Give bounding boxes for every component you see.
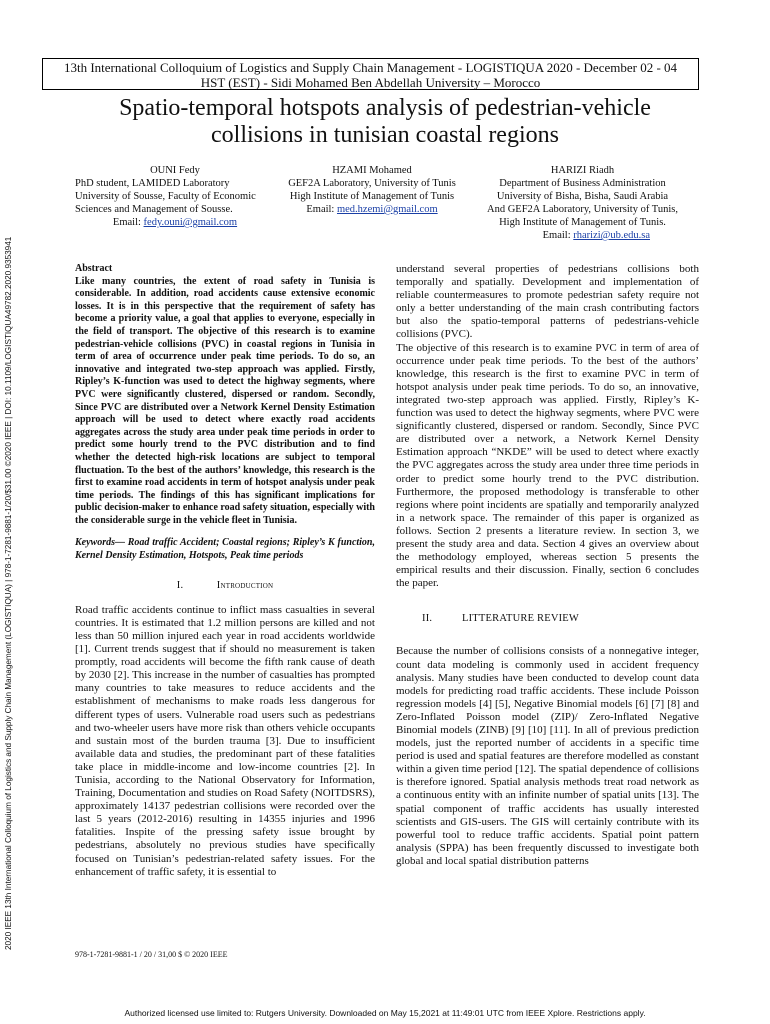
author-affiliation: High Institute of Management of Tunis. [499, 217, 666, 228]
conference-line-1: 13th International Colloquium of Logistics and Supply Chain Management - LOGISTIQUA 2020 - December 02 - 04 [63, 60, 678, 75]
author-email-link[interactable]: rharizi@ub.edu.sa [573, 230, 650, 241]
keywords: Keywords— Road traffic Accident; Coastal regions; Ripley’s K function, Kernel Density Estimation, Hotspots, Peak time periods [75, 537, 375, 562]
author-affiliation: And GEF2A Laboratory, University of Tunis, [487, 204, 678, 215]
email-label: Email: [112, 217, 144, 228]
author-affiliation: High Institute of Management of Tunis [289, 191, 455, 202]
intro-continuation-paragraph: understand several properties of pedestrians collisions both temporally and spatially. Development and implementation of reliable countermeasures to promote pedestrian safety require not only a better understanding of the main crash contributing factors but also the spatio-temporal patterns of pedestrians-vehicle collisions (PVC). [396, 263, 699, 341]
abstract-text: Like many countries, the extent of road safety in Tunisia is considerable. In addition, road accidents cause extensive economic losses. It is in this perspective that the requirement of safety has become a priority value, a goal that applies to everyone, especially in the field of transport. The objective of this research is to examine pedestrian-vehicle collisions (PVC) in coastal regions in Tunisia in term of area of occurrence under peak time periods. To do so, an innovative and integrated two-step approach was applied. Firstly, Ripley’s K-function was used to detect the highway segments, where PVC were significantly clustered, dispersed or random. Secondly, Since PVC are distributed over a Network Kernel Density Estimation approach will be used to detect where exactly road accidents aggregates across the study area under peak time periods in order to predict some hourly trend to the PVC distribution and to find whether the detected high-risk locations are subject to temporal fluctuation. To the best of the authors’ knowledge, this research is the first to examine road accidents in term of hotspot analysis under peak time periods. The findings of this has significant implications for public decision-maker to enhance road safety situation, especially with the considerable surge in the vehicle fleet in Tunisia. [75, 275, 375, 526]
conference-line-2: HST (EST) - Sidi Mohamed Ben Abdellah University – Morocco [200, 75, 541, 90]
author-email-line [75, 216, 275, 229]
section-number: I. [176, 579, 184, 591]
abstract-heading: Abstract [75, 263, 113, 274]
introduction-paragraph: Road traffic accidents continue to inflict mass casualties in several countries. It is estimated that 1.2 million persons are killed and not less than 50 million injured each year in road accidents worldwide [1]. Current trends suggest that if should no measurement is taken promptly, road accidents will become the fifth rank cause of death by 2030 [2]. This increase in the number of casualties has prompted many countries to take measures to reduce accidents and the establishment of mechanisms to make roads less dangerous for different types of users. Vulnerable road users such as pedestrians and two-wheeler users have more risk than others vehicle occupants and sustain most of the burden trauma [3]. Due to insufficient available data and studies, the predominant part of these fatalities take place in middle-income and low-income countries [2]. In Tunisia, according to the National Observatory for Information, Training, Documentation and studies on Road Safety (NOITDSRS), approximately 14137 pedestrian collisions were recorded over the last 5 years (2012-2016) resulting in 14355 injuries and 1996 fatalities. Inspite of the pressing safety issue brought by pedestrians, absolutely no previous studies have specifically focused on Tunisian’s pedestrian-related safety issues. For the enhancement of traffic safety, it is essential to [75, 603, 375, 878]
author-affiliation: GEF2A Laboratory, University of Tunis [288, 178, 456, 189]
abstract [75, 263, 375, 527]
author-name: HZAMI Mohamed [332, 165, 412, 176]
author-block-1 [75, 164, 275, 229]
section-heading-literature [396, 612, 699, 625]
author-affiliation: Sciences and Management of Sousse. [75, 204, 233, 215]
author-block-2 [262, 164, 482, 216]
author-affiliation: University of Sousse, Faculty of Economic [75, 191, 256, 202]
author-email-link[interactable]: med.hzemi@gmail.com [336, 204, 438, 215]
author-name: HARIZI Riadh [550, 165, 615, 176]
right-column [396, 263, 699, 868]
side-citation-strip: 2020 IEEE 13th International Colloquium of Logistics and Supply Chain Management (LOGISTIQUA) | 978-1-7281-9881-1/20/$31.00 ©2020 IEEE | DOI: 10.1109/LOGISTIQUA49782.2020.9353941 [4, 236, 13, 950]
author-block-3 [475, 164, 690, 242]
title-line-1: Spatio-temporal hotspots analysis of pedestrian-vehicle [119, 95, 651, 121]
copyright-footer: 978-1-7281-9881-1 / 20 / 31,00 $ © 2020 IEEE [75, 950, 228, 959]
section-title: Introduction [216, 579, 274, 591]
left-column [75, 263, 375, 879]
authorized-use-footer: Authorized licensed use limited to: Rutgers University. Downloaded on May 15,2021 at 11:49:01 UTC from IEEE Xplore. Restrictions apply. [124, 1008, 646, 1018]
title-line-2: collisions in tunisian coastal regions [211, 122, 559, 148]
author-email-link[interactable]: fedy.ouni@gmail.com [143, 217, 238, 228]
email-label: Email: [306, 204, 337, 215]
literature-paragraph: Because the number of collisions consists of a nonnegative integer, count data modeling is commonly used in accident frequency analysis. Many studies have been conducted to develop count data models for predicting road traffic accidents. These include Poisson regression models [4] [5], Negative Binomial models [6] [7] [8] and Zero-Inflated Poisson model (ZIP)/ Zero-Inflated Negative Binomial models (ZINB) [9] [10] [11]. In all of previous prediction models, just the reported number of accidents in a specific time period is used and spatial features are therefore modelled as constant within a given time period [12]. The spatial dependence of collisions is therefore ignored. Spatial analysis methods treat road network as a continuous entity with an infinite number of spatial units [13]. The spatial component of traffic accidents has usually interested scientists and GIS-users. The GIS will certainly contribute with its powerful tool to reduce traffic accidents. Spatial point pattern analysis (SPPA) has been frequently discussed to investigate both global and local spatial distribution patterns [396, 645, 699, 867]
author-affiliation: PhD student, LAMIDED Laboratory [75, 178, 230, 189]
section-heading-introduction [75, 579, 375, 592]
author-affiliation: Department of Business Administration [499, 178, 666, 189]
section-number: II. [422, 613, 433, 625]
author-name: OUNI Fedy [150, 165, 200, 176]
author-email-line [262, 203, 482, 216]
paper-title [60, 95, 710, 149]
email-label: Email: [542, 230, 574, 241]
conference-header [42, 58, 699, 90]
section-title: LITTERATURE REVIEW [462, 613, 580, 625]
author-email-line [475, 229, 690, 242]
objective-paragraph: The objective of this research is to examine PVC in term of area of occurrence under peak time periods. To the best of the authors’ knowledge, this research is the first to examine PVC in term of hotspot analysis under peak time periods. To do so, an innovative, integrated two-step approach was applied. Firstly, Ripley’s K-function was used to detect the highway segments, where PVC were significantly clustered, dispersed or random. Secondly, Since PVC are distributed over a network, a Network Kernel Density Estimation approach “NKDE” will be used to detect where exactly the PVC aggregates across the study area under three time periods in order to predict some hourly trend to the PVC distribution. Furthermore, the proposed methodology is transferable to other regions where point incidents are spatially and temporarily analyzed in a network space. The remainder of this paper is organized as follows. Section 2 presents a literature review. In section 3, we present the study area and data. Section 4 gives an overview about the methodology employed, whereas section 5 presents the empirical results and their discussion. Finally, section 6 concludes the paper. [396, 341, 699, 590]
author-affiliation: University of Bisha, Bisha, Saudi Arabia [496, 191, 669, 202]
